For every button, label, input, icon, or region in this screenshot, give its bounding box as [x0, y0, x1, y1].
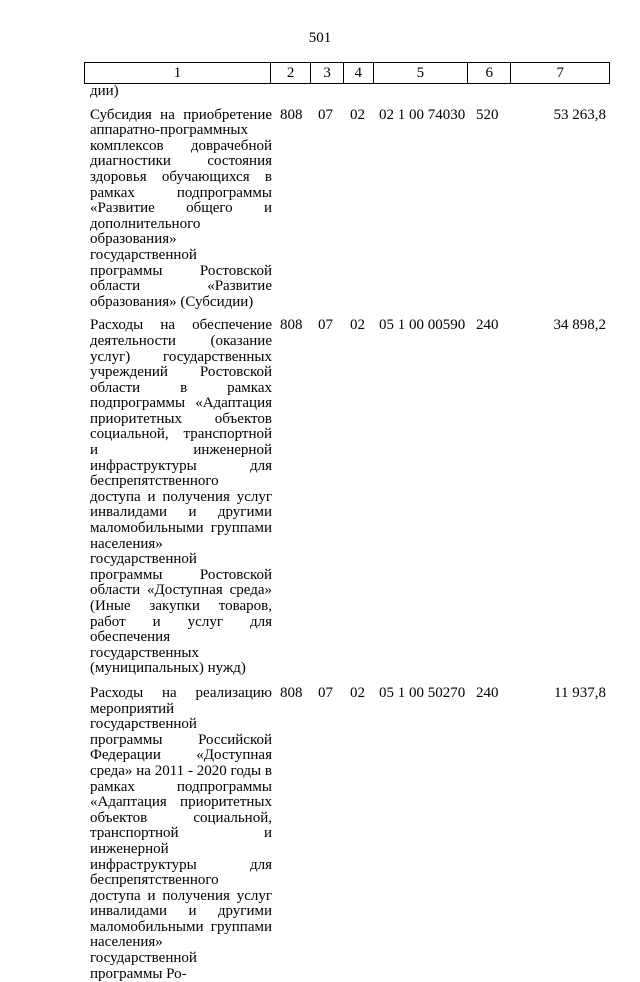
header-col-6: 6: [468, 63, 511, 84]
row-target: 05 1 00 00590: [379, 317, 466, 334]
row-description: Субсидия на приобретение аппаратно-программных комплексов доврачебной диагностики состояния здоровья обучающихся в рамках подпрограммы «Развитие общего и дополнительного образования» государственной программы Ростовской области «Развитие образования» (Субсидии): [90, 106, 272, 310]
row-target: 02 1 00 74030: [379, 106, 466, 123]
continuation-text: дии): [90, 83, 119, 99]
row-section: 07: [318, 684, 333, 701]
row-section: 07: [318, 317, 333, 334]
row-amount: 11 937,8: [554, 684, 606, 701]
header-col-1: 1: [85, 63, 271, 84]
row-ministry: 808: [280, 317, 303, 334]
row-type: 240: [476, 317, 499, 334]
row-description: Расходы на реализацию мероприятий государственной программы Российской Федерации «Доступная среда» на 2011 - 2020 годы в рамках подпрограммы «Адаптация приоритетных объектов социальной, транспортной и инженерной инфраструктуры для беспрепятственного доступа и получения услуг инвалидами и другими маломобильными группами населения» государственной программы Ро-: [90, 684, 272, 982]
header-col-4: 4: [343, 63, 373, 84]
row-subsection: 02: [350, 317, 365, 334]
row-amount: 53 263,8: [553, 106, 606, 123]
table-row: [84, 108, 610, 311]
row-description: Расходы на обеспечение деятельности (оказание услуг) государственных учреждений Ростовской области в рамках подпрограммы «Адаптация приоритетных объектов социальной, транспортной и инженерной инфраструктуры для беспрепятственного доступа и получения услуг инвалидами и другими маломобильными группами населения» государственной программы Ростовской области «Доступная среда» (Иные закупки товаров, работ и услуг для обеспечения государственных (муниципальных) нужд): [90, 317, 272, 677]
row-subsection: 02: [350, 106, 365, 123]
table-row: [84, 318, 610, 677]
header-col-7: 7: [511, 63, 610, 84]
row-ministry: 808: [280, 106, 303, 123]
row-type: 520: [476, 106, 499, 123]
header-col-5: 5: [373, 63, 468, 84]
row-type: 240: [476, 684, 499, 701]
row-amount: 34 898,2: [553, 317, 606, 334]
table-header: [84, 62, 610, 84]
row-subsection: 02: [350, 684, 365, 701]
row-section: 07: [318, 106, 333, 123]
table-body: [84, 84, 610, 982]
header-col-2: 2: [270, 63, 310, 84]
row-target: 05 1 00 50270: [379, 684, 466, 701]
header-col-3: 3: [311, 63, 344, 84]
row-ministry: 808: [280, 684, 303, 701]
table-row: [84, 686, 610, 982]
page-number: 501: [308, 30, 332, 46]
